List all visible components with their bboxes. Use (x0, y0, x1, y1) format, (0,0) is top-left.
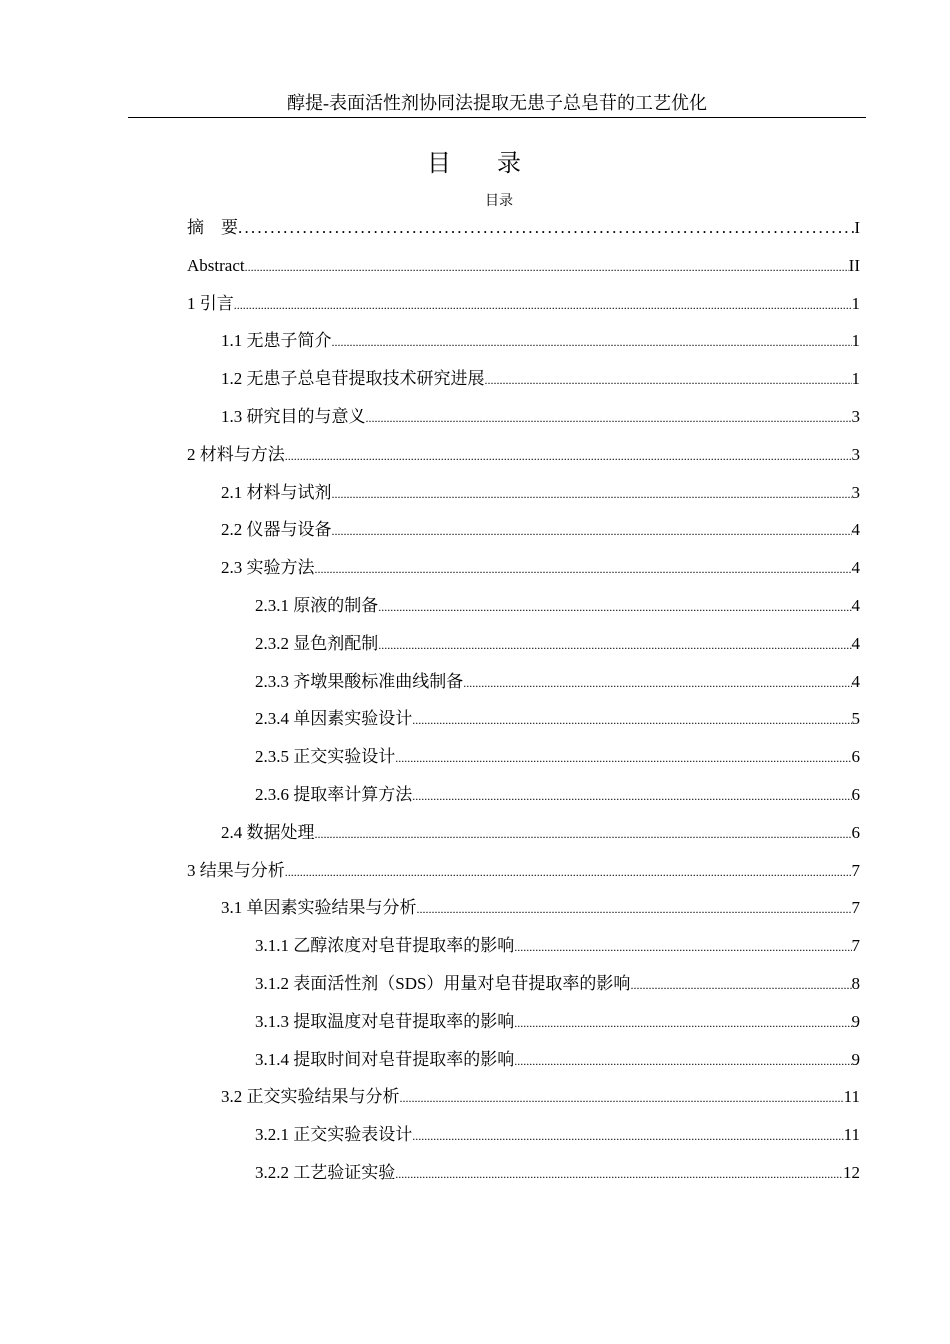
dot-leader (315, 551, 852, 589)
toc-entry-label: 2.3.1 原液的制备 (255, 595, 379, 615)
toc-entry-page: 4 (851, 520, 860, 540)
toc-entry-label: 2.1 材料与试剂 (221, 482, 332, 502)
toc-entry[interactable] (187, 700, 860, 738)
toc-entry-label: 2.4 数据处理 (221, 822, 315, 842)
toc-entry-page: 9 (851, 1011, 860, 1031)
toc-entry-page: 1 (851, 293, 860, 313)
toc-entry[interactable] (187, 549, 860, 587)
toc-entry-page: 3 (851, 444, 860, 464)
toc-entry[interactable] (187, 852, 860, 890)
toc-entry-page: 4 (851, 595, 860, 615)
dot-leader (485, 362, 852, 400)
dot-leader (630, 967, 851, 1005)
toc-entry[interactable] (187, 1116, 860, 1154)
toc-entry-label: 1.1 无患子简介 (221, 331, 332, 351)
toc-entry[interactable] (187, 889, 860, 927)
toc-entry-label: 1 引言 (187, 293, 234, 313)
toc-entry[interactable] (187, 738, 860, 776)
toc-entry[interactable] (187, 663, 860, 701)
dot-leader (395, 1156, 843, 1194)
dot-leader (366, 400, 852, 438)
toc-entry-page: II (848, 255, 860, 275)
running-header: 醇提-表面活性剂协同法提取无患子总皂苷的工艺优化 (287, 93, 707, 113)
dot-leader (245, 249, 849, 287)
toc-entry[interactable] (187, 285, 860, 323)
dot-leader (412, 1118, 843, 1156)
toc-entry-label: 3.1.1 乙醇浓度对皂苷提取率的影响 (255, 936, 515, 956)
toc-entry[interactable] (187, 511, 860, 549)
toc-title-char: 目 (427, 149, 453, 177)
dot-leader (378, 589, 851, 627)
table-of-contents (187, 209, 860, 1192)
toc-entry-label: 2.3.3 齐墩果酸标准曲线制备 (255, 671, 464, 691)
toc-entry-label: 3.1.4 提取时间对皂苷提取率的影响 (255, 1049, 515, 1069)
toc-entry-label: 3.2 正交实验结果与分析 (221, 1087, 400, 1107)
dot-leader (395, 740, 851, 778)
toc-entry-label: 摘 要 (187, 218, 238, 237)
toc-entry-label: 2.3.4 单因素实验设计 (255, 709, 413, 729)
toc-entry-page: 6 (851, 784, 860, 804)
dot-leader (285, 438, 852, 476)
toc-entry-page: 4 (851, 633, 860, 653)
toc-entry[interactable] (187, 1078, 860, 1116)
toc-entry[interactable] (187, 1003, 860, 1041)
toc-entry-page: 3 (851, 406, 860, 426)
dot-leader (332, 324, 852, 362)
toc-title (0, 146, 950, 180)
dot-leader (400, 1080, 844, 1118)
toc-entry-label: 2.3.5 正交实验设计 (255, 747, 396, 767)
dot-leader (463, 665, 851, 703)
toc-entry-page: 11 (843, 1087, 860, 1107)
toc-subtitle: 目录 (485, 194, 513, 209)
header-rule (128, 117, 866, 118)
toc-entry-label: 3.2.2 工艺验证实验 (255, 1162, 396, 1182)
toc-entry-page: 9 (851, 1049, 860, 1069)
toc-entry-page: 12 (843, 1162, 860, 1182)
toc-entry[interactable] (187, 474, 860, 512)
toc-entry[interactable] (187, 209, 860, 247)
toc-entry-label: 3.1.2 表面活性剂（SDS）用量对皂苷提取率的影响 (255, 973, 631, 993)
toc-entry-label: 2.3.6 提取率计算方法 (255, 784, 413, 804)
toc-entry-label: 2.3.2 显色剂配制 (255, 633, 379, 653)
toc-entry-label: 2 材料与方法 (187, 444, 285, 464)
toc-entry-page: I (854, 218, 860, 237)
toc-entry[interactable] (187, 625, 860, 663)
toc-entry[interactable] (187, 436, 860, 474)
toc-entry-page: 7 (851, 936, 860, 956)
toc-entry[interactable] (187, 360, 860, 398)
toc-entry[interactable] (187, 587, 860, 625)
toc-entry-page: 7 (851, 898, 860, 918)
toc-entry-page: 1 (851, 331, 860, 351)
toc-entry-label: 3 结果与分析 (187, 860, 285, 880)
toc-entry-page: 11 (843, 1125, 860, 1145)
toc-entry[interactable] (187, 1041, 860, 1079)
toc-entry-label: 2.3 实验方法 (221, 558, 315, 578)
dot-leader (238, 209, 854, 247)
dot-leader (412, 702, 851, 740)
dot-leader (514, 1043, 851, 1081)
toc-entry[interactable] (187, 247, 860, 285)
toc-entry[interactable] (187, 965, 860, 1003)
dot-leader (315, 816, 852, 854)
toc-entry-label: 3.1 单因素实验结果与分析 (221, 898, 417, 918)
dot-leader (378, 627, 851, 665)
toc-entry[interactable] (187, 1154, 860, 1192)
toc-entry-label: 3.2.1 正交实验表设计 (255, 1125, 413, 1145)
toc-title-char: 录 (497, 149, 523, 177)
toc-entry-page: 1 (851, 369, 860, 389)
toc-entry-page: 4 (851, 558, 860, 578)
dot-leader (332, 513, 852, 551)
dot-leader (234, 287, 852, 325)
dot-leader (285, 854, 852, 892)
toc-entry-label: 1.3 研究目的与意义 (221, 406, 366, 426)
toc-entry-label: 1.2 无患子总皂苷提取技术研究进展 (221, 369, 485, 389)
toc-entry-label: 2.2 仪器与设备 (221, 520, 332, 540)
dot-leader (417, 891, 852, 929)
toc-entry-page: 4 (851, 671, 860, 691)
dot-leader (412, 778, 851, 816)
toc-entry-page: 7 (851, 860, 860, 880)
dot-leader (514, 929, 851, 967)
dot-leader (514, 1005, 851, 1043)
toc-entry-page: 6 (851, 747, 860, 767)
dot-leader (332, 476, 852, 514)
toc-entry[interactable] (187, 776, 860, 814)
toc-entry-page: 3 (851, 482, 860, 502)
toc-entry[interactable] (187, 927, 860, 965)
toc-entry-page: 5 (851, 709, 860, 729)
toc-entry[interactable] (187, 322, 860, 360)
toc-entry[interactable] (187, 398, 860, 436)
toc-entry[interactable] (187, 814, 860, 852)
toc-entry-label: 3.1.3 提取温度对皂苷提取率的影响 (255, 1011, 515, 1031)
toc-entry-label: Abstract (187, 255, 245, 275)
toc-entry-page: 6 (851, 822, 860, 842)
toc-entry-page: 8 (851, 973, 860, 993)
